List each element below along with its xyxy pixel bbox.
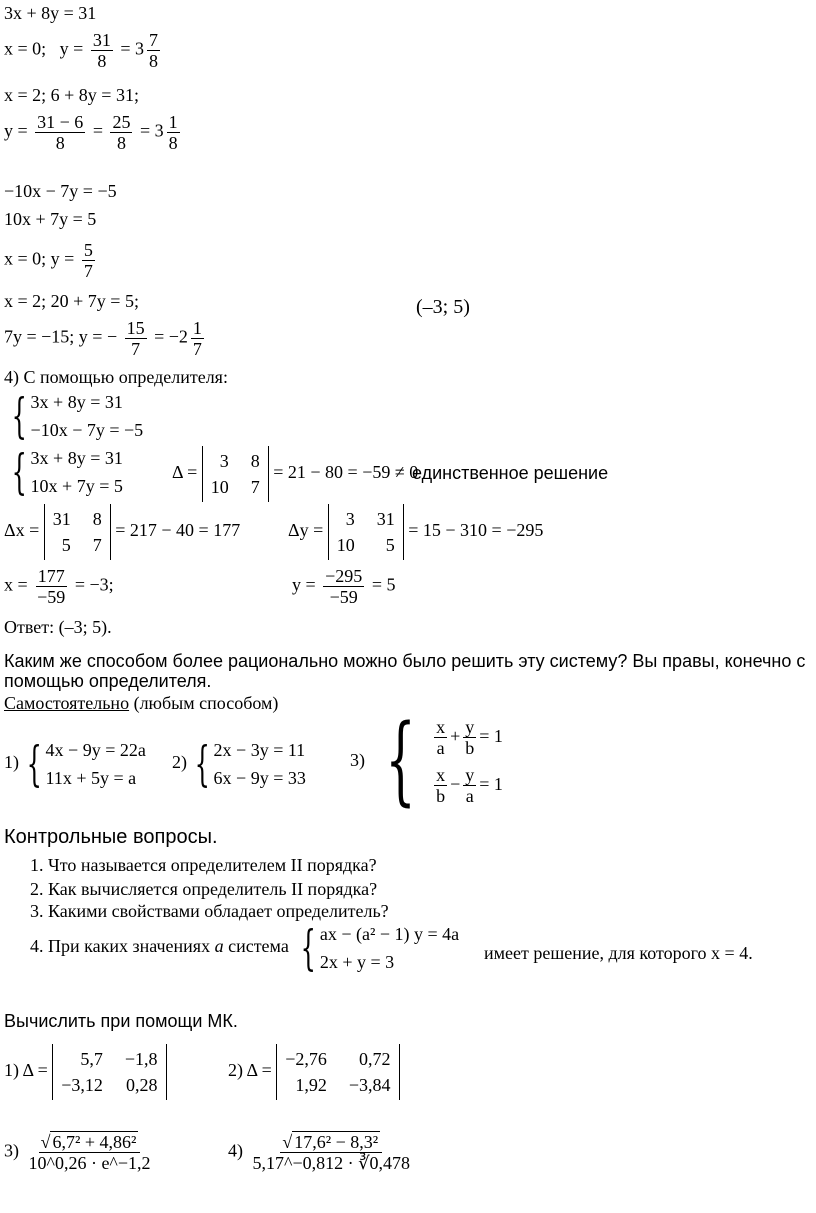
eq-line-6: 10x + 7y = 5 bbox=[4, 209, 97, 229]
eq-line-9: 7y = −15; y = − $\frac{15}{7}$ = −2 $\frac{1}{7}$ bbox=[4, 318, 202, 359]
answer-line: Ответ: (–3; 5). bbox=[4, 617, 112, 637]
task-1: 1) { 4x − 9y = 22a 11x + 5y = a bbox=[4, 736, 146, 792]
calc-2: 2) Δ = −2,76 0,72 1,92 −3,84 bbox=[228, 1044, 400, 1100]
task-3: 3) { $\frac{x}{a}$ + $\frac{y}{b}$ = 1 $\frac{x}{b}$ − $\frac{y}{a}$ = 1 bbox=[350, 704, 503, 816]
question-1: 1. Что называется определителем II порядка? bbox=[30, 855, 377, 875]
eq-line-2: x = 0; y = $\frac{31}{8}$ = 3 $\frac{7}{8}$ bbox=[4, 30, 158, 71]
main-determinant: Δ = 3 8 10 7 = 21 − 80 = −59 ≠ 0 bbox=[172, 446, 418, 502]
task-2: 2) { 2x − 3y = 11 6x − 9y = 33 bbox=[172, 736, 306, 792]
delta-y: Δy = 3 31 10 5 = 15 − 310 = −295 bbox=[288, 504, 543, 560]
eq-line-4: y = $\frac{31 - 6}{8}$ = $\frac{25}{8}$ = 3 $\frac{1}{8}$ bbox=[4, 112, 178, 153]
eq-line-7: x = 0; y = $\frac{5}{7}$ bbox=[4, 240, 93, 281]
system-2: { 3x + 8y = 31 10x + 7y = 5 bbox=[11, 444, 123, 500]
paragraph-line-1: Каким же способом более рационально можно было решить эту систему? Вы правы, конечно с bbox=[4, 651, 806, 671]
question-3: 3. Какими свойствами обладает определитель? bbox=[30, 901, 389, 921]
control-questions-title: Контрольные вопросы. bbox=[4, 826, 218, 848]
eq-line-1: 3x + 8y = 31 bbox=[4, 3, 97, 23]
delta-x: Δx = 31 8 5 7 = 217 − 40 = 177 bbox=[4, 504, 240, 560]
calculator-title: Вычислить при помощи МК. bbox=[4, 1011, 238, 1031]
calc-4: 4) $\frac{\text{√ 17,6² − 8,3²}}{5,17\^{}-0,812 \cdot ∛0,478}$ bbox=[228, 1132, 411, 1173]
calc-1: 1) Δ = 5,7 −1,8 −3,12 0,28 bbox=[4, 1044, 167, 1100]
question-4-tail: имеет решение, для которого x = 4. bbox=[484, 943, 753, 963]
eq-line-8: x = 2; 20 + 7y = 5; bbox=[4, 291, 139, 311]
determinant-heading: 4) С помощью определителя: bbox=[4, 367, 228, 387]
system-1: { 3x + 8y = 31 −10x − 7y = −5 bbox=[11, 388, 144, 444]
answer-point: (–3; 5) bbox=[416, 296, 470, 318]
unique-solution-note: единственное решение bbox=[412, 463, 609, 483]
independent-work-heading: Самостоятельно (любым способом) bbox=[4, 693, 279, 713]
eq-line-5: −10x − 7y = −5 bbox=[4, 181, 117, 201]
question-2: 2. Как вычисляется определитель II порядка? bbox=[30, 879, 378, 899]
eq-line-3: x = 2; 6 + 8y = 31; bbox=[4, 85, 139, 105]
paragraph-line-2: помощью определителя. bbox=[4, 671, 212, 691]
y-solution: y = $\frac{-295}{-59}$ = 5 bbox=[292, 566, 396, 607]
question-4: 4. При каких значениях a система { ax − (a² − 1) y = 4a 2x + y = 3 bbox=[30, 920, 460, 976]
x-solution: x = $\frac{177}{-59}$ = −3; bbox=[4, 566, 114, 607]
calc-3: 3) $\frac{\text{√ 6,7² + 4,86²}}{10\^{}0,26 \cdot e\^{}-1,2}$ bbox=[4, 1132, 151, 1173]
